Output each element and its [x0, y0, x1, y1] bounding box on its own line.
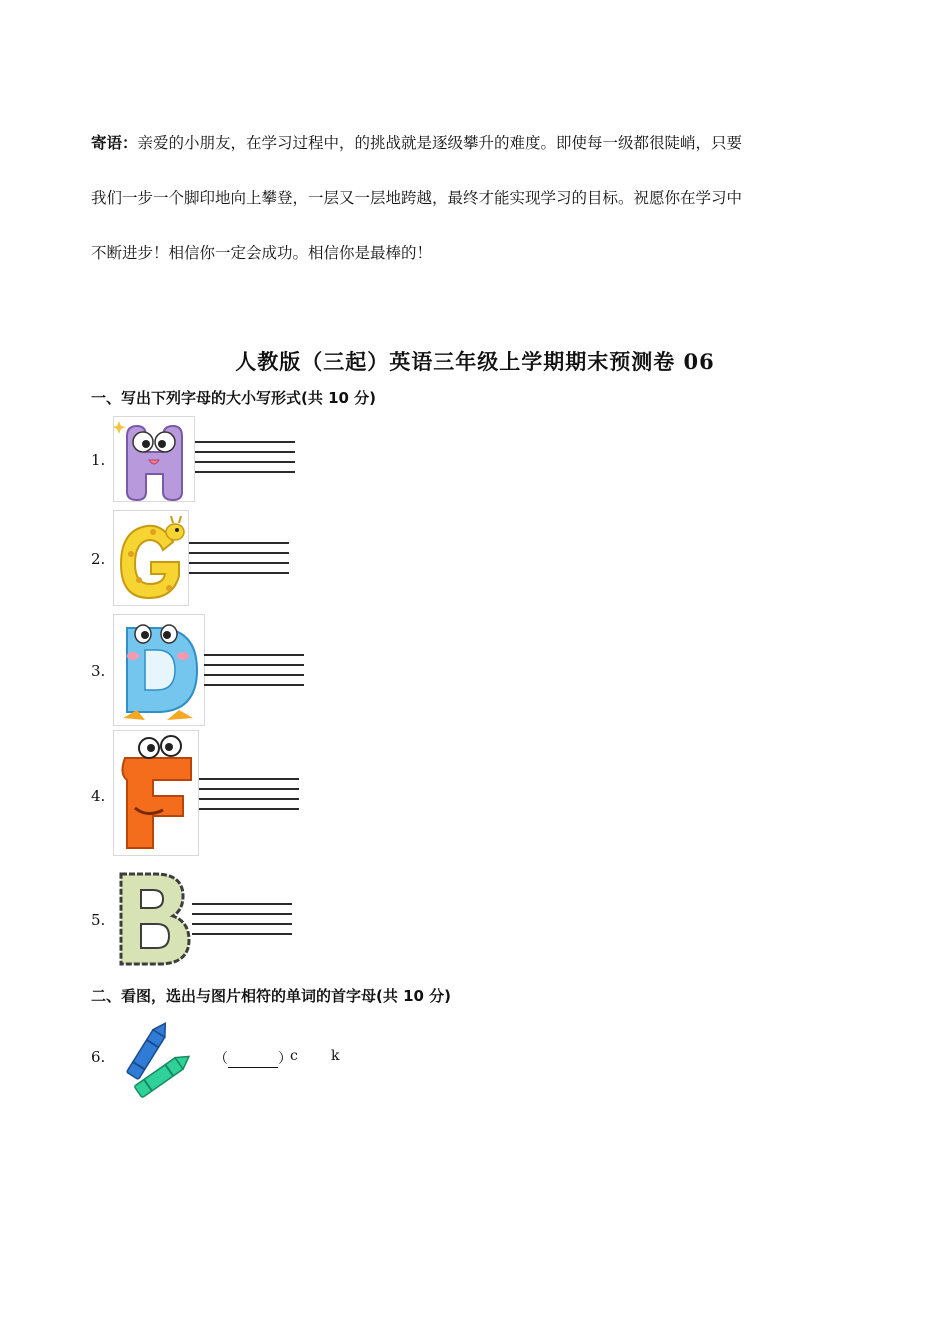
intro-text-1: 亲爱的小朋友，在学习过程中，的挑战就是逐级攀升的难度。即使每一级都很陡峭，只要	[137, 134, 743, 152]
letter-d-picture	[113, 614, 205, 726]
intro-line-3: 不断进步！相信你一定会成功。相信你是最棒的！	[91, 244, 433, 262]
question-number: 1.	[91, 451, 106, 469]
answer-blank[interactable]	[214, 1048, 292, 1068]
writing-lines[interactable]	[192, 903, 292, 937]
blank-line[interactable]	[228, 1055, 278, 1068]
letter-h-picture	[113, 416, 195, 502]
intro-line-2: 我们一步一个脚印地向上攀登，一层又一层地跨越，最终才能实现学习的目标。祝愿你在学习中	[91, 189, 743, 207]
writing-lines[interactable]	[189, 542, 289, 576]
writing-lines[interactable]	[199, 778, 299, 812]
crayons-picture	[120, 1020, 198, 1100]
question-number: 2.	[91, 550, 106, 568]
question-number: 6.	[91, 1048, 106, 1066]
section-1-heading: 一、写出下列字母的大小写形式(共 10 分)	[91, 389, 377, 407]
question-number: 3.	[91, 662, 106, 680]
letter-b-picture	[113, 866, 193, 970]
option-k[interactable]: k	[331, 1048, 340, 1064]
letter-f-picture	[113, 730, 199, 856]
intro-line-1	[91, 133, 742, 153]
question-number: 4.	[91, 787, 106, 805]
section-2-heading: 二、看图，选出与图片相符的单词的首字母(共 10 分)	[91, 987, 452, 1005]
exam-title: 人教版（三起）英语三年级上学期期末预测卷 06	[235, 349, 715, 374]
intro-label: 寄语：	[91, 133, 138, 152]
letter-g-picture	[113, 510, 189, 606]
question-number: 5.	[91, 911, 106, 929]
paren-open: （	[214, 1051, 228, 1067]
option-c[interactable]: c	[290, 1048, 298, 1064]
writing-lines[interactable]	[204, 654, 304, 688]
writing-lines[interactable]	[195, 441, 295, 475]
paren-close: ）	[278, 1051, 292, 1067]
